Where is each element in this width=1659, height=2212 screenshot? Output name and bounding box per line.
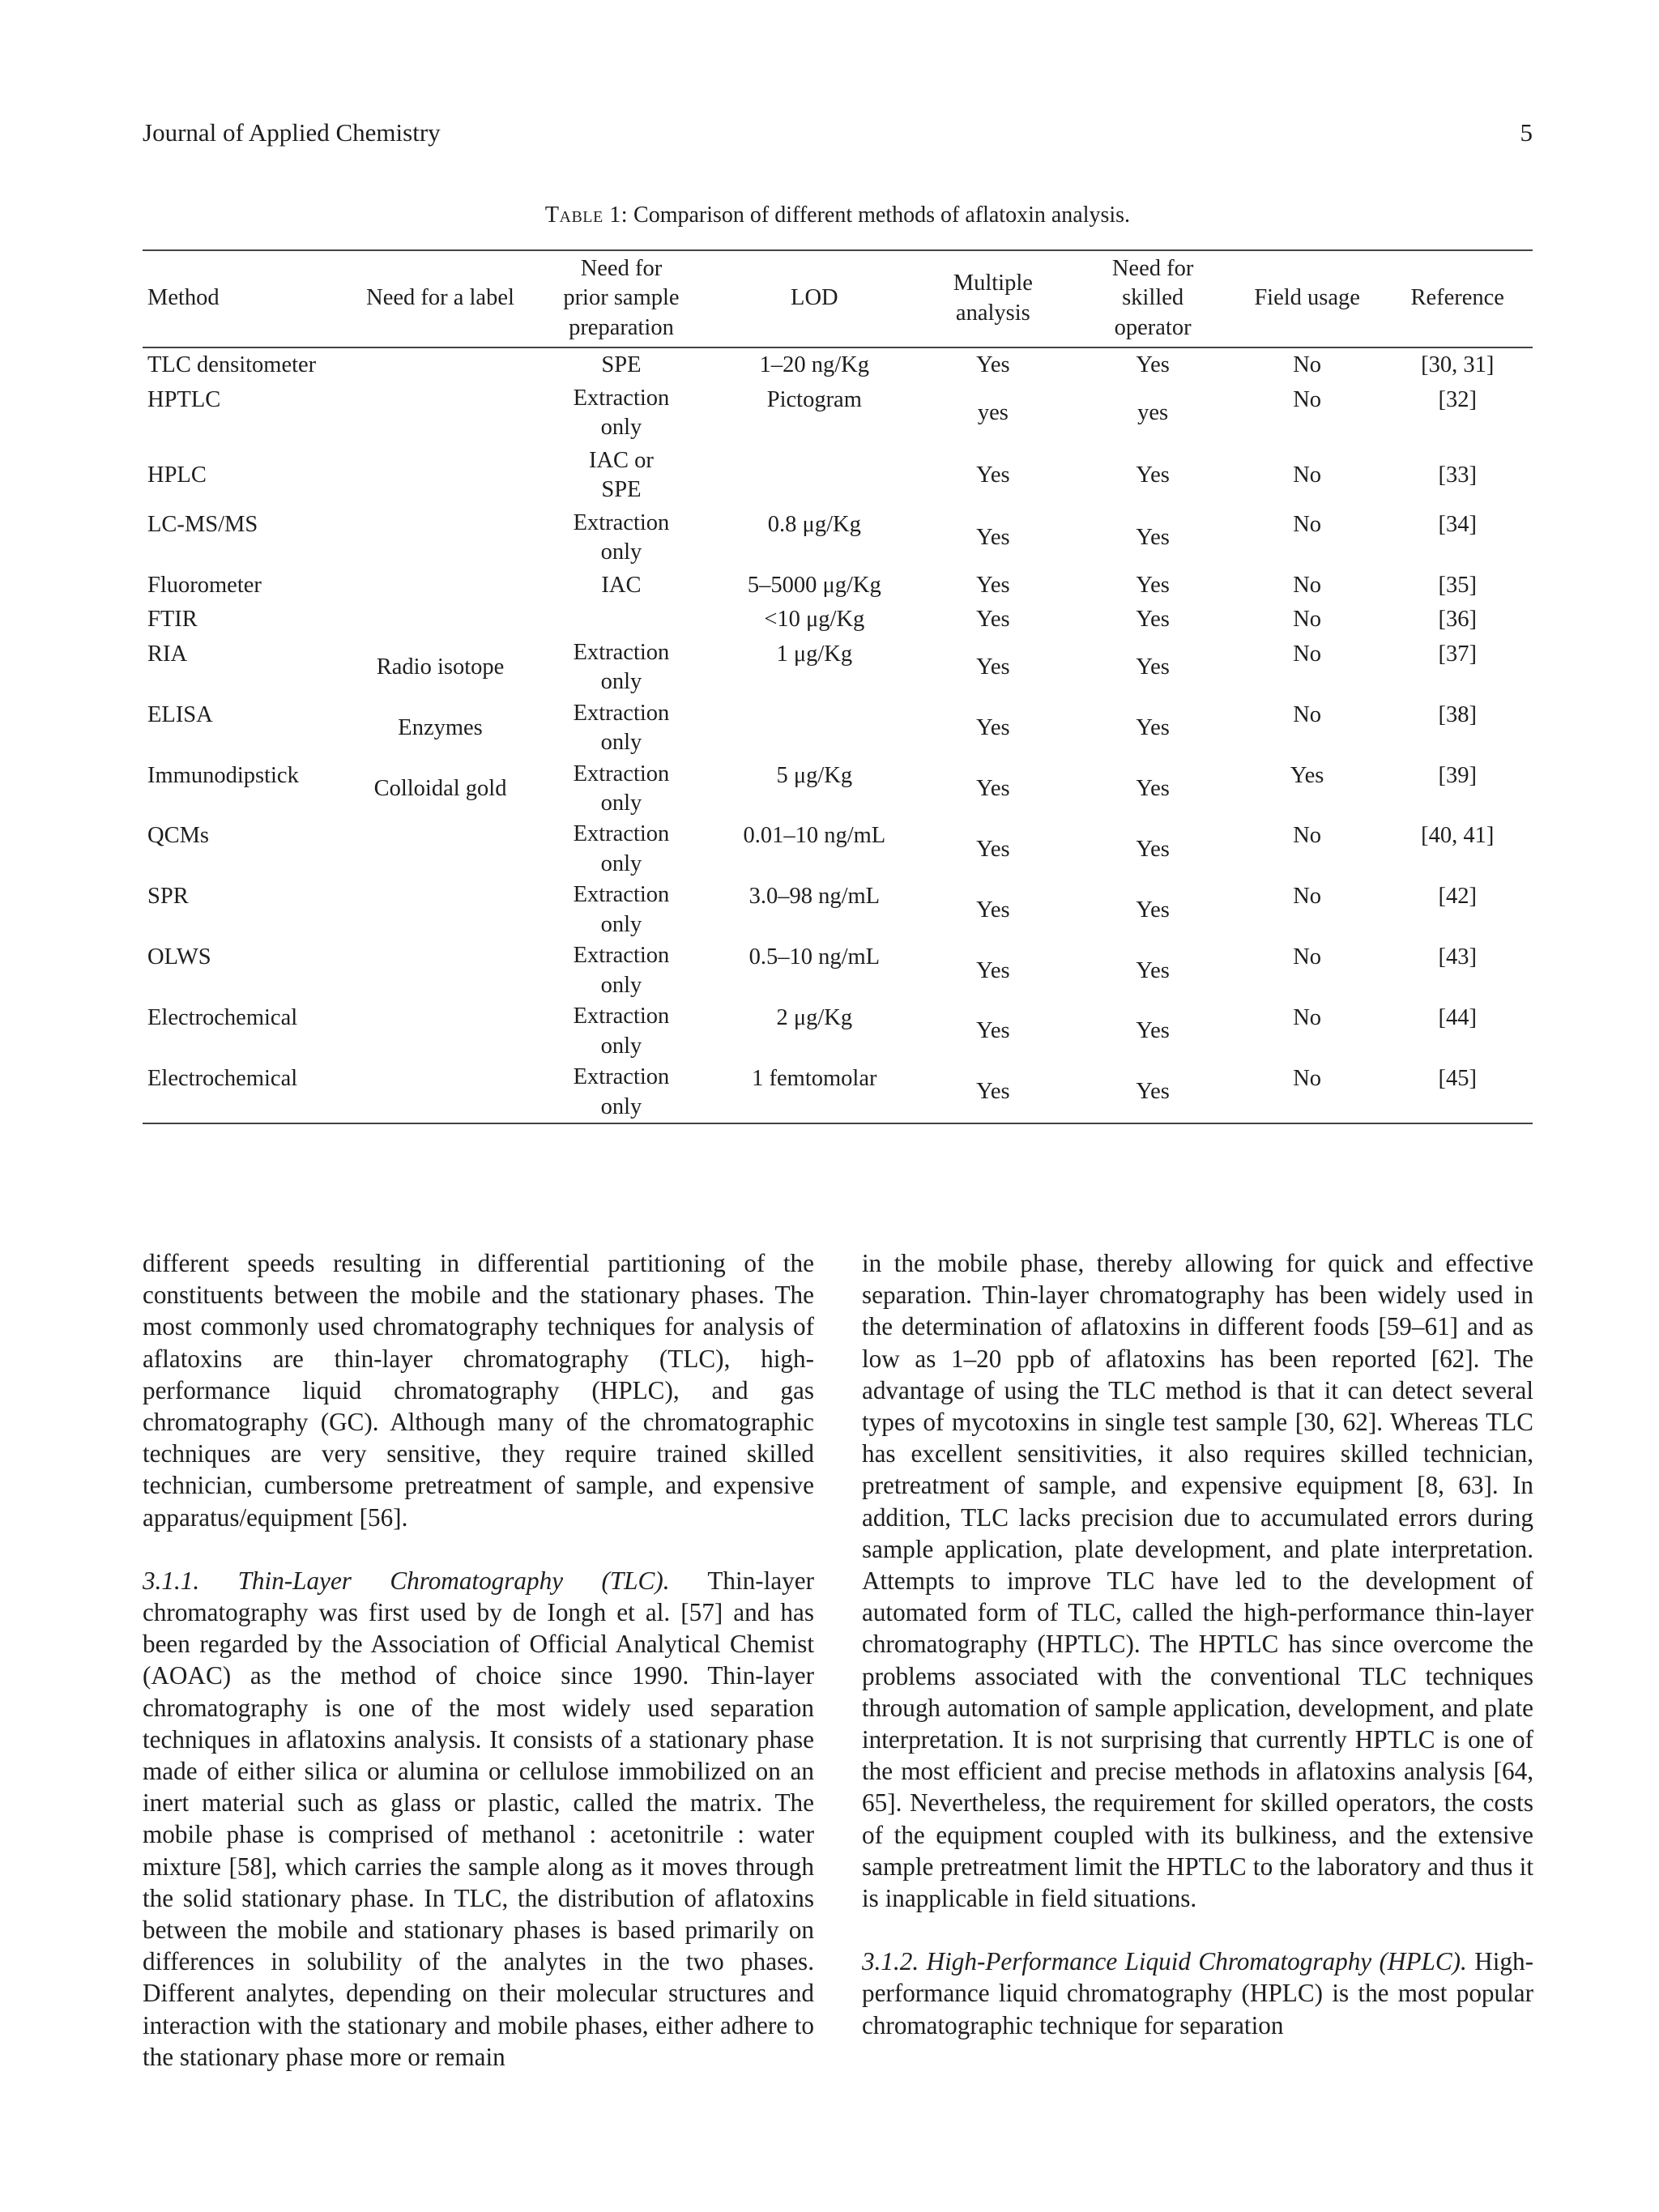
cell-method: SPR (147, 884, 189, 910)
cell-field: No (1293, 701, 1322, 727)
cell-method: HPTLC (147, 386, 221, 412)
cell-prep: Extraction only (573, 700, 670, 756)
cell-method: QCMs (147, 823, 210, 849)
cell-reference: [30, 31] (1421, 352, 1495, 378)
cell-reference: [39] (1438, 762, 1477, 788)
cell-label (354, 383, 526, 444)
cell-reference: [42] (1438, 884, 1477, 910)
cell-reference: [44] (1438, 1005, 1477, 1031)
cell-field: No (1293, 607, 1322, 633)
cell-field: No (1293, 572, 1322, 598)
table-row (143, 508, 1533, 569)
table-row (143, 383, 1533, 444)
aflatoxin-methods-table (143, 249, 1533, 1124)
journal-name: Journal of Applied Chemistry (143, 118, 441, 147)
cell-field: No (1232, 1062, 1383, 1123)
cell-method: Electrochemical (147, 1005, 298, 1031)
cell-reference: [34] (1438, 511, 1477, 537)
cell-method: OLWS (147, 944, 211, 970)
cell-field: No (1293, 462, 1322, 488)
cell-method: HPLC (147, 462, 207, 488)
table-row (143, 637, 1533, 698)
cell-lod (716, 444, 912, 508)
cell-label: Colloidal gold (373, 775, 507, 801)
left-text-column (143, 1247, 814, 2073)
cell-skilled: Yes (1136, 654, 1170, 680)
cell-label (354, 940, 526, 1001)
table-row (143, 444, 1533, 508)
cell-label: Radio isotope (376, 654, 505, 680)
cell-reference: [33] (1438, 462, 1477, 488)
cell-multiple: Yes (976, 654, 1010, 680)
page-header (143, 118, 1533, 154)
cell-prep: Extraction only (573, 639, 670, 695)
cell-field: No (1293, 352, 1322, 378)
cell-field: No (1293, 944, 1322, 970)
cell-lod: 3.0–98 ng/mL (748, 884, 881, 910)
cell-multiple: Yes (976, 352, 1010, 378)
column-header: Multiple analysis (912, 250, 1073, 347)
cell-skilled: Yes (1136, 957, 1170, 983)
table-caption-text: Comparison of different methods of aflatoxin analysis. (628, 202, 1131, 228)
cell-multiple: Yes (976, 607, 1010, 633)
cell-lod: 0.5–10 ng/mL (748, 944, 881, 970)
section-heading: 3.1.1. Thin-Layer Chromatography (TLC). (143, 1566, 670, 1595)
cell-label (354, 444, 526, 508)
cell-lod: 0.8 μg/Kg (767, 511, 861, 537)
cell-method: Immunodipstick (147, 762, 299, 788)
cell-label (354, 603, 526, 637)
cell-skilled: Yes (1136, 1018, 1170, 1044)
cell-lod: 1 femtomolar (716, 1062, 912, 1123)
cell-lod: <10 μg/Kg (764, 607, 865, 633)
cell-multiple: Yes (976, 1018, 1010, 1044)
cell-skilled: Yes (1136, 524, 1170, 550)
cell-multiple: Yes (976, 775, 1010, 801)
cell-lod (716, 698, 912, 759)
cell-reference: [37] (1438, 641, 1477, 667)
column-header: LOD (716, 250, 912, 347)
page-number: 5 (1520, 118, 1533, 147)
cell-label: Enzymes (398, 714, 483, 740)
cell-label (354, 819, 526, 880)
column-header: Reference (1382, 250, 1533, 347)
cell-multiple: Yes (912, 1062, 1073, 1123)
table-header-row (143, 250, 1533, 347)
cell-skilled: Yes (1136, 572, 1170, 598)
cell-method: Electrochemical (143, 1062, 354, 1123)
cell-reference: [40, 41] (1421, 823, 1495, 849)
cell-prep: Extraction only (527, 1062, 717, 1123)
section-3-1-2 (862, 1946, 1533, 2041)
cell-label (354, 1062, 526, 1123)
cell-method: TLC densitometer (147, 352, 317, 378)
cell-field: No (1293, 823, 1322, 849)
cell-lod: 1 μg/Kg (776, 641, 853, 667)
section-text: High-performance liquid chromatography (HPLC) is the most popular chromatographic technique for separation (862, 1947, 1533, 2039)
cell-label (354, 880, 526, 940)
cell-prep (527, 603, 717, 637)
cell-multiple: Yes (976, 957, 1010, 983)
cell-prep: Extraction only (573, 943, 670, 998)
table-row (143, 603, 1533, 637)
cell-lod: 5–5000 μg/Kg (747, 572, 881, 598)
cell-method: ELISA (147, 701, 213, 727)
cell-skilled: Yes (1136, 714, 1170, 740)
table-caption (143, 202, 1533, 228)
table-row (143, 759, 1533, 820)
cell-field: No (1293, 386, 1322, 412)
paragraph: in the mobile phase, thereby allowing for quick and effective separation. Thin-layer chromatography has been widely used in the determination of aflatoxins in different foods [59–61] and as low as 1–20 ppb of aflatoxins has been reported [62]. The advantage of using the TLC method is that it can detect several types of mycotoxins in single test sample [30, 62]. Whereas TLC has excellent sensitivities, it also requires skilled technician, pretreatment of sample, and expensive equipment [8, 63]. In addition, TLC lacks precision due to accumulated errors during sample application, plate development, and plate interpretation. Attempts to improve TLC have led to the development of automated form of TLC, called the high-performance thin-layer chromatography (HPTLC). The HPTLC has since overcome the problems associated with the conventional TLC techniques through automation of sample application, development, and plate interpretation. It is not surprising that currently HPTLC is one of the most efficient and precise methods in aflatoxins analysis [64, 65]. Nevertheless, the requirement for skilled operators, the costs of the equipment coupled with its bulkiness, and the extensive sample pretreatment limit the HPTLC to the laboratory and thus it is inapplicable in field situations. (862, 1249, 1533, 1913)
cell-lod: 5 μg/Kg (776, 762, 853, 788)
cell-skilled: Yes (1073, 1062, 1232, 1123)
cell-method: Fluorometer (147, 572, 262, 598)
cell-reference: [36] (1438, 607, 1477, 633)
table-row (143, 698, 1533, 759)
cell-prep: Extraction only (573, 509, 670, 565)
cell-reference: [38] (1438, 701, 1477, 727)
cell-method: FTIR (147, 607, 198, 633)
column-header: Need for skilled operator (1073, 250, 1232, 347)
section-heading: 3.1.2. High-Performance Liquid Chromatography (HPLC). (862, 1947, 1467, 1976)
cell-multiple: Yes (976, 462, 1010, 488)
table-caption-label: Table 1: (544, 202, 629, 228)
column-header: Field usage (1232, 250, 1383, 347)
cell-prep: Extraction only (573, 821, 670, 876)
table-row (143, 1062, 1533, 1123)
cell-reference: [35] (1438, 572, 1477, 598)
cell-prep: IAC (601, 572, 642, 598)
cell-lod: 1–20 ng/Kg (759, 352, 869, 378)
cell-skilled: Yes (1136, 462, 1170, 488)
cell-prep: Extraction only (573, 1004, 670, 1059)
cell-label (354, 508, 526, 569)
cell-field: No (1293, 884, 1322, 910)
cell-field: No (1293, 641, 1322, 667)
cell-reference: [32] (1438, 386, 1477, 412)
table-body (143, 347, 1533, 1123)
cell-label (354, 569, 526, 603)
section-text: Thin-layer chromatography was first used by de Iongh et al. [57] and has been regarded by the Association of Official Analytical Chemist (AOAC) as the method of choice since 1990. Thin-layer chromatography is one of the most widely used separation techniques in aflatoxins analysis. It consists of a stationary phase made of either silica or alumina or cellulose immobilized on an inert material such as glass or plastic, called the matrix. The mobile phase is comprised of methanol : acetonitrile : water mixture [58], which carries the sample along as it moves through the solid stationary phase. In TLC, the distribution of aflatoxins between the mobile and stationary phases is based primarily on differences in solubility of the analytes in the two phases. Different analytes, depending on their molecular structures and interaction with the stationary and mobile phases, either adhere to the stationary phase more or remain (143, 1566, 814, 2071)
table-row (143, 819, 1533, 880)
section-3-1-1 (143, 1565, 814, 2073)
column-header: Need for a label (354, 250, 526, 347)
cell-skilled: Yes (1136, 775, 1170, 801)
table-row (143, 347, 1533, 382)
cell-lod: 2 μg/Kg (776, 1005, 853, 1031)
column-header: Need for prior sample preparation (527, 250, 717, 347)
cell-multiple: Yes (976, 714, 1010, 740)
cell-method: LC-MS/MS (147, 511, 258, 537)
cell-prep: IAC or SPE (588, 447, 654, 503)
cell-field: No (1293, 1005, 1322, 1031)
cell-method: RIA (147, 641, 188, 667)
cell-reference: [45] (1382, 1062, 1533, 1123)
aflatoxin-table-container (143, 249, 1533, 1124)
column-header: Method (143, 250, 354, 347)
cell-field: No (1293, 511, 1322, 537)
cell-skilled: Yes (1136, 352, 1170, 378)
cell-prep: Extraction only (573, 882, 670, 937)
cell-field: Yes (1290, 762, 1324, 788)
cell-multiple: Yes (976, 897, 1010, 923)
cell-lod: 0.01–10 ng/mL (743, 823, 886, 849)
paragraph: different speeds resulting in differential partitioning of the constituents between the mobile and the stationary phases. The most commonly used chromatography techniques for analysis of aflatoxins are thin-layer chromatography (TLC), high-performance liquid chromatography (HPLC), and gas chromatography (GC). Although many of the chromatographic techniques are very sensitive, they require trained skilled technician, cumbersome pretreatment of sample, and expensive apparatus/equipment [56]. (143, 1249, 814, 1532)
cell-label (354, 347, 526, 382)
right-text-column (862, 1247, 1533, 2041)
cell-skilled: Yes (1136, 897, 1170, 923)
cell-prep: Extraction only (573, 385, 670, 441)
cell-multiple: yes (977, 400, 1009, 426)
cell-multiple: Yes (976, 836, 1010, 862)
table-row (143, 880, 1533, 940)
cell-skilled: yes (1137, 400, 1169, 426)
cell-skilled: Yes (1136, 836, 1170, 862)
table-row (143, 1001, 1533, 1062)
cell-multiple: Yes (976, 572, 1010, 598)
cell-label (354, 1001, 526, 1062)
table-row (143, 940, 1533, 1001)
cell-prep: Extraction only (573, 761, 670, 816)
cell-reference: [43] (1438, 944, 1477, 970)
cell-lod: Pictogram (766, 386, 862, 412)
table-row (143, 569, 1533, 603)
cell-skilled: Yes (1136, 607, 1170, 633)
cell-prep: SPE (601, 352, 642, 378)
cell-multiple: Yes (976, 524, 1010, 550)
